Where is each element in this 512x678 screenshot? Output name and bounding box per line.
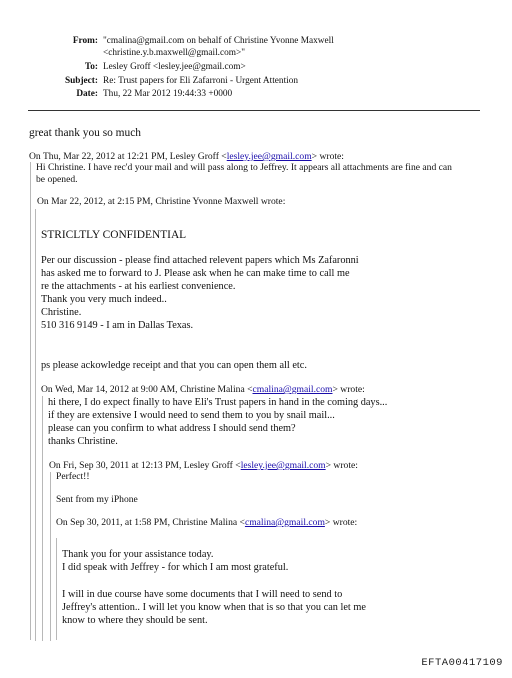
sent-from-iphone: Sent from my iPhone [56, 494, 138, 505]
quote5-line: Thank you for your assistance today. [62, 549, 214, 560]
quote-bar-level3 [42, 396, 43, 641]
quote5-line: I will in due course have some documents that I will need to send to [62, 589, 343, 600]
date-value: Thu, 22 Mar 2012 19:44:33 +0000 [103, 89, 233, 99]
quote5-attribution [56, 517, 357, 528]
quote3-line: hi there, I do expect finally to have Eli's Trust papers in hand in the coming days... [48, 397, 388, 408]
quote-bar-level5 [56, 538, 57, 640]
quote5-email-link[interactable]: cmalina@gmail.com [244, 517, 325, 528]
quote5-line: know to where they should be sent. [62, 615, 208, 626]
reply-text: great thank you so much [29, 127, 141, 139]
from-value-line1: "cmalina@gmail.com on behalf of Christine Yvonne Maxwell [103, 36, 334, 46]
subject-label: Subject: [64, 76, 98, 86]
quote3-attribution-prefix: On Wed, Mar 14, 2012 at 9:00 AM, Christine Malina < [41, 384, 253, 395]
quote-bar-level4 [50, 472, 51, 641]
para-line: Per our discussion - please find attached relevent papers which Ms Zafaronni [41, 255, 359, 266]
quote3-attribution-suffix: > wrote: [332, 384, 365, 395]
to-value: Lesley Groff <lesley.jee@gmail.com> [103, 62, 246, 72]
quote1-email-link[interactable]: lesley.jee@gmail.com [226, 151, 312, 162]
quote3-attribution [41, 384, 365, 395]
quote4-attribution-suffix: > wrote: [325, 460, 358, 471]
phone-line: 510 316 9149 - I am in Dallas Texas. [41, 320, 194, 331]
quote4-attribution-prefix: On Fri, Sep 30, 2011 at 12:13 PM, Lesley Groff < [49, 460, 241, 471]
document-id-footer: EFTA00417109 [421, 657, 503, 669]
quote1-attribution [29, 151, 344, 162]
para-line: re the attachments - at his earliest convenience. [41, 281, 236, 292]
quote1-body-line1: Hi Christine. I have rec'd your mail and will pass along to Jeffrey. It appears all attachments are fine and can [36, 162, 452, 173]
quote4-email-link[interactable]: lesley.jee@gmail.com [240, 460, 326, 471]
quote1-attribution-suffix: > wrote: [311, 151, 344, 162]
quote1-body-line2: be opened. [36, 174, 78, 185]
confidential-heading: STRICLTLY CONFIDENTIAL [41, 229, 187, 241]
header-divider [28, 110, 480, 111]
para-line: has asked me to forward to J. Please ask when he can make time to call me [41, 268, 350, 279]
quote3-line: if they are extensive I would need to send them to you by snail mail... [48, 410, 335, 421]
subject-value: Re: Trust papers for Eli Zafarroni - Urgent Attention [103, 76, 299, 86]
quote3-line: please can you confirm to what address I should send them? [48, 423, 296, 434]
quote2-attribution: On Mar 22, 2012, at 2:15 PM, Christine Yvonne Maxwell wrote: [37, 196, 286, 207]
from-value-line2: <christine.y.b.maxwell@gmail.com>" [103, 48, 246, 58]
quote3-email-link[interactable]: cmalina@gmail.com [252, 384, 333, 395]
quote5-attribution-prefix: On Sep 30, 2011, at 1:58 PM, Christine Malina < [56, 517, 245, 528]
from-label: From: [72, 36, 98, 46]
quote3-line: thanks Christine. [48, 436, 118, 447]
quote5-line: I did speak with Jeffrey - for which I am most grateful. [62, 562, 289, 573]
quote5-line: Jeffrey's attention.. I will let you know when that is so that you can let me [62, 602, 366, 613]
quote1-attribution-prefix: On Thu, Mar 22, 2012 at 12:21 PM, Lesley Groff < [29, 151, 227, 162]
quote5-attribution-suffix: > wrote: [324, 517, 358, 528]
para-line: Christine. [41, 307, 82, 318]
para-line: Thank you very much indeed.. [41, 294, 167, 305]
date-label: Date: [76, 89, 98, 99]
perfect-text: Perfect!! [56, 471, 90, 482]
quote-bar-level2 [35, 209, 36, 641]
to-label: To: [84, 62, 98, 72]
quote4-attribution [49, 460, 358, 471]
ps-line: ps please ackowledge receipt and that you can open them all etc. [41, 360, 307, 371]
quote-bar-level1 [30, 162, 31, 640]
